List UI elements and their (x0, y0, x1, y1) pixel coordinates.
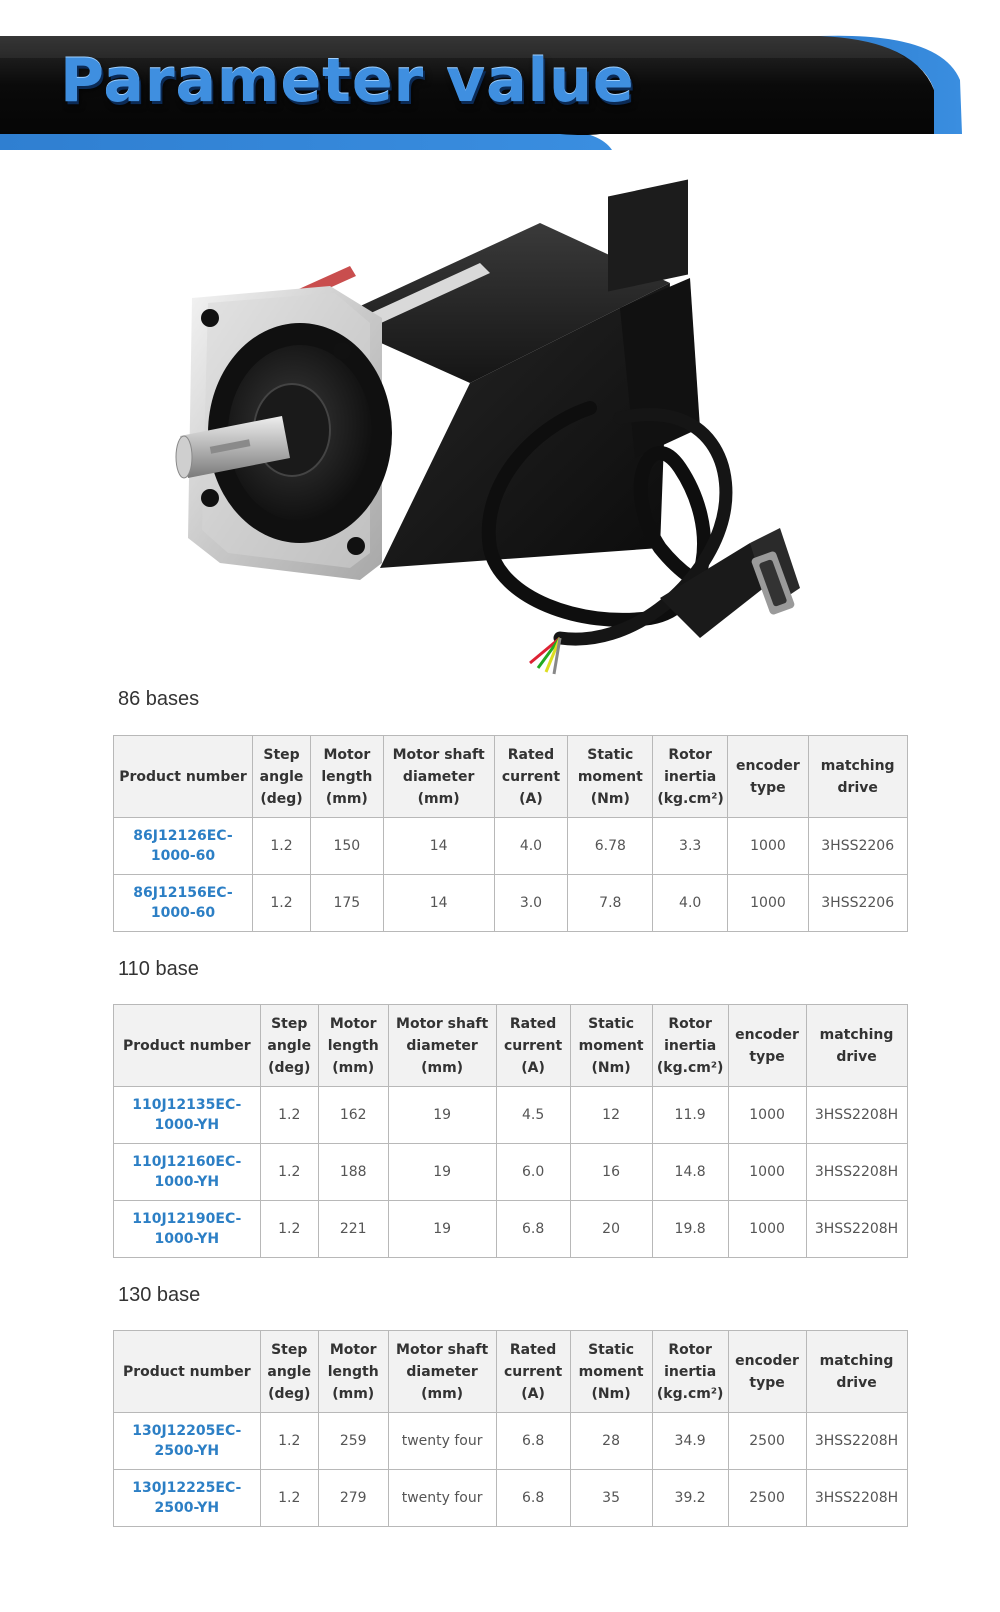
motor-length-cell: 162 (318, 1087, 388, 1144)
header-rated-current: Rated current (A) (496, 1331, 570, 1413)
step-angle-cell: 1.2 (260, 1201, 318, 1258)
encoder-type-cell: 1000 (728, 875, 809, 932)
rated-current-cell: 6.8 (496, 1470, 570, 1527)
matching-drive-cell: 3HSS2208H (806, 1470, 907, 1527)
matching-drive-cell: 3HSS2206 (808, 875, 907, 932)
header-rotor-inertia: Rotor inertia (kg.cm²) (653, 736, 728, 818)
motor-length-cell: 150 (311, 818, 384, 875)
shaft-diameter-cell: twenty four (388, 1413, 496, 1470)
header-step-angle: Step angle (deg) (260, 1331, 318, 1413)
shaft-diameter-cell: 19 (388, 1144, 496, 1201)
step-angle-cell: 1.2 (260, 1144, 318, 1201)
section-title-130: 130 base (118, 1284, 201, 1306)
shaft-diameter-cell: 14 (383, 818, 494, 875)
header-matching-drive: matching drive (806, 1331, 907, 1413)
rated-current-cell: 6.8 (496, 1413, 570, 1470)
product-number-cell: 110J12190EC- 1000-YH (114, 1201, 261, 1258)
header-product-number: Product number (114, 1005, 261, 1087)
header-motor-length: Motor length (mm) (318, 1005, 388, 1087)
matching-drive-cell: 3HSS2208H (806, 1413, 907, 1470)
spec-table-110 (113, 1004, 907, 1258)
rated-current-cell: 6.8 (496, 1201, 570, 1258)
section-title-86: 86 bases (118, 688, 200, 710)
motor-image (60, 168, 940, 708)
encoder-type-cell: 1000 (728, 1144, 806, 1201)
header-static-moment: Static moment (Nm) (570, 1331, 652, 1413)
encoder-type-cell: 1000 (728, 1087, 806, 1144)
rotor-inertia-cell: 4.0 (653, 875, 728, 932)
matching-drive-cell: 3HSS2208H (806, 1087, 907, 1144)
table-row (114, 1087, 908, 1144)
product-number-cell: 110J12135EC- 1000-YH (114, 1087, 261, 1144)
header-step-angle: Step angle (deg) (252, 736, 310, 818)
header-product-number: Product number (114, 736, 253, 818)
shaft-diameter-cell: 14 (383, 875, 494, 932)
rotor-inertia-cell: 34.9 (652, 1413, 728, 1470)
table-row (114, 1144, 908, 1201)
header-rotor-inertia: Rotor inertia (kg.cm²) (652, 1331, 728, 1413)
encoder-type-cell: 2500 (728, 1413, 806, 1470)
header-rated-current: Rated current (A) (494, 736, 568, 818)
header-encoder-type: encoder type (728, 736, 809, 818)
step-angle-cell: 1.2 (260, 1087, 318, 1144)
encoder-type-cell: 1000 (728, 818, 809, 875)
product-number-cell: 86J12156EC- 1000-60 (114, 875, 253, 932)
table-row (114, 1413, 908, 1470)
static-moment-cell: 16 (570, 1144, 652, 1201)
step-angle-cell: 1.2 (260, 1470, 318, 1527)
header-shaft-diameter: Motor shaft diameter (mm) (383, 736, 494, 818)
matching-drive-cell: 3HSS2206 (808, 818, 907, 875)
rated-current-cell: 6.0 (496, 1144, 570, 1201)
step-angle-cell: 1.2 (260, 1413, 318, 1470)
header-banner (0, 0, 1000, 160)
matching-drive-cell: 3HSS2208H (806, 1144, 907, 1201)
header-rotor-inertia: Rotor inertia (kg.cm²) (652, 1005, 728, 1087)
header-static-moment: Static moment (Nm) (568, 736, 653, 818)
section-title-110: 110 base (118, 958, 199, 980)
static-moment-cell: 20 (570, 1201, 652, 1258)
matching-drive-cell: 3HSS2208H (806, 1201, 907, 1258)
rotor-inertia-cell: 3.3 (653, 818, 728, 875)
header-motor-length: Motor length (mm) (318, 1331, 388, 1413)
shaft-diameter-cell: twenty four (388, 1470, 496, 1527)
motor-length-cell: 279 (318, 1470, 388, 1527)
shaft-diameter-cell: 19 (388, 1087, 496, 1144)
rated-current-cell: 4.5 (496, 1087, 570, 1144)
encoder-type-cell: 2500 (728, 1470, 806, 1527)
header-encoder-type: encoder type (728, 1331, 806, 1413)
header-matching-drive: matching drive (808, 736, 907, 818)
motor-length-cell: 221 (318, 1201, 388, 1258)
step-angle-cell: 1.2 (252, 818, 310, 875)
static-moment-cell: 12 (570, 1087, 652, 1144)
header-static-moment: Static moment (Nm) (570, 1005, 652, 1087)
page-title: Parameter value (60, 46, 635, 116)
table-row (114, 1201, 908, 1258)
table-header-row (114, 1005, 908, 1087)
encoder-type-cell: 1000 (728, 1201, 806, 1258)
static-moment-cell: 6.78 (568, 818, 653, 875)
spec-table-130 (113, 1330, 907, 1527)
header-shaft-diameter: Motor shaft diameter (mm) (388, 1005, 496, 1087)
static-moment-cell: 7.8 (568, 875, 653, 932)
shaft-diameter-cell: 19 (388, 1201, 496, 1258)
rotor-inertia-cell: 19.8 (652, 1201, 728, 1258)
rotor-inertia-cell: 11.9 (652, 1087, 728, 1144)
header-matching-drive: matching drive (806, 1005, 907, 1087)
product-number-cell: 130J12205EC- 2500-YH (114, 1413, 261, 1470)
rated-current-cell: 3.0 (494, 875, 568, 932)
header-product-number: Product number (114, 1331, 261, 1413)
rated-current-cell: 4.0 (494, 818, 568, 875)
header-step-angle: Step angle (deg) (260, 1005, 318, 1087)
product-number-cell: 130J12225EC- 2500-YH (114, 1470, 261, 1527)
header-shaft-diameter: Motor shaft diameter (mm) (388, 1331, 496, 1413)
motor-length-cell: 259 (318, 1413, 388, 1470)
product-number-cell: 110J12160EC- 1000-YH (114, 1144, 261, 1201)
table-header-row (114, 736, 908, 818)
static-moment-cell: 28 (570, 1413, 652, 1470)
table-row (114, 1470, 908, 1527)
static-moment-cell: 35 (570, 1470, 652, 1527)
rotor-inertia-cell: 39.2 (652, 1470, 728, 1527)
table-header-row (114, 1331, 908, 1413)
spec-table-86 (113, 735, 907, 932)
step-angle-cell: 1.2 (252, 875, 310, 932)
header-rated-current: Rated current (A) (496, 1005, 570, 1087)
table-row (114, 875, 908, 932)
header-motor-length: Motor length (mm) (311, 736, 384, 818)
motor-length-cell: 175 (311, 875, 384, 932)
rotor-inertia-cell: 14.8 (652, 1144, 728, 1201)
table-row (114, 818, 908, 875)
header-encoder-type: encoder type (728, 1005, 806, 1087)
motor-length-cell: 188 (318, 1144, 388, 1201)
product-number-cell: 86J12126EC- 1000-60 (114, 818, 253, 875)
